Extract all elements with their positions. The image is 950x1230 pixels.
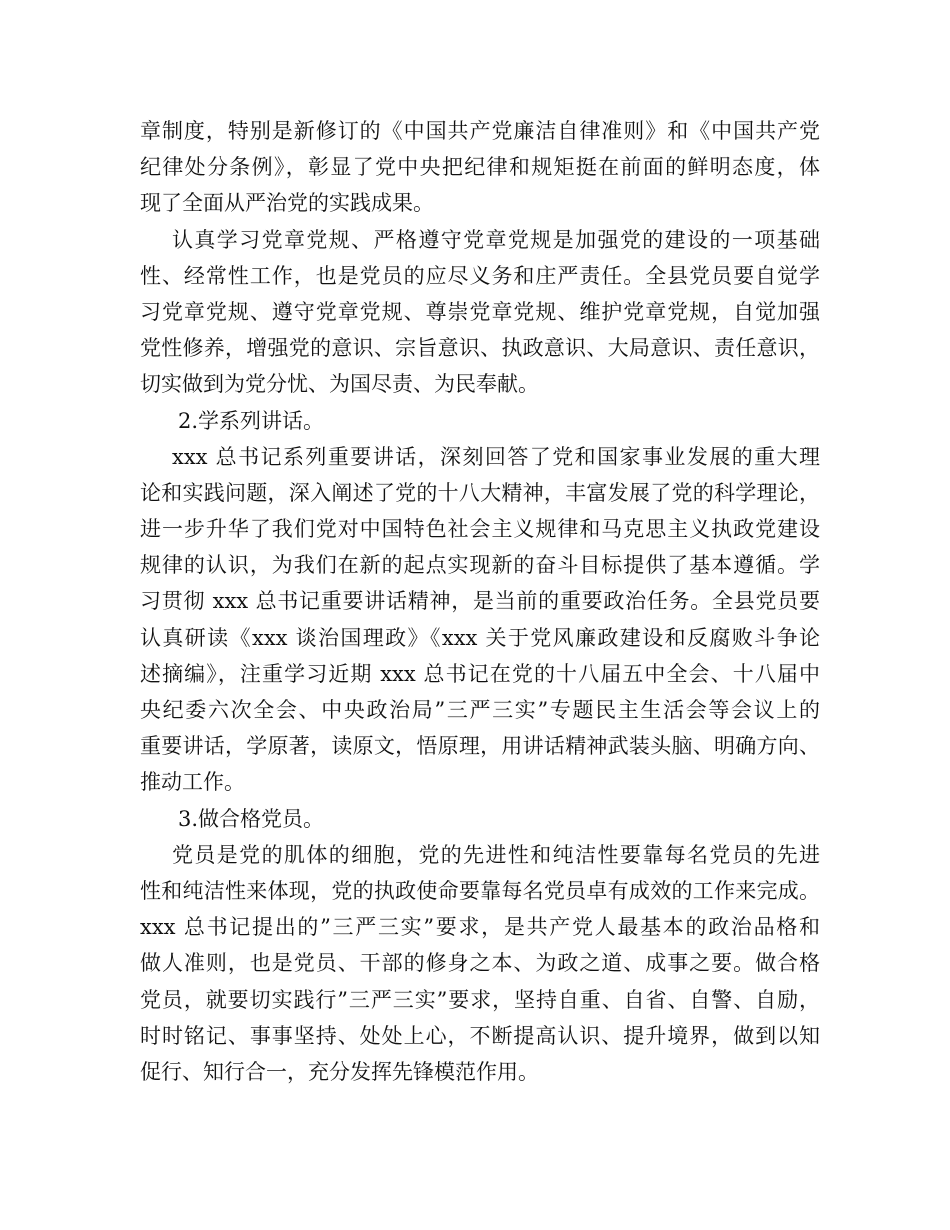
text-line: 时时铭记、事事坚持、处处上心，不断提高认识、提升境界，做到以知 xyxy=(140,1023,820,1048)
text-line: 切实做到为党分忧、为国尽责、为民奉献。 xyxy=(140,372,539,397)
text-line: xxx 总书记提出的”三严三实”要求，是共产党人最基本的政治品格和 xyxy=(140,915,820,940)
text-line: 进一步升华了我们党对中国特色社会主义规律和马克思主义执政党建设 xyxy=(140,517,820,542)
text-line: 规律的认识，为我们在新的起点实现新的奋斗目标提供了基本遵循。学 xyxy=(140,553,820,578)
paragraph-2 xyxy=(140,222,820,403)
section-heading-3: 3.做合格党员。 xyxy=(178,806,325,831)
text-line: 述摘编》，注重学习近期 xxx 总书记在党的十八届五中全会、十八届中 xyxy=(140,661,820,686)
text-line: 党性修养，增强党的意识、宗旨意识、执政意识、大局意识、责任意识， xyxy=(140,336,820,361)
text-line: 央纪委六次全会、中央政治局”三严三实”专题民主生活会等会议上的 xyxy=(140,698,820,722)
paragraph-1 xyxy=(140,113,820,222)
text-line: 习贯彻 xxx 总书记重要讲话精神，是当前的重要政治任务。全县党员要 xyxy=(140,589,820,614)
text-line: 促行、知行合一，充分发挥先锋模范作用。 xyxy=(140,1059,539,1084)
text-line: 性和纯洁性来体现，党的执政使命要靠每名党员卓有成效的工作来完成。 xyxy=(140,878,820,903)
text-line: 推动工作。 xyxy=(140,770,245,795)
text-line: 做人准则，也是党员、干部的修身之本、为政之道、成事之要。做合格 xyxy=(140,951,820,976)
text-line: 党员是党的肌体的细胞，党的先进性和纯洁性要靠每名党员的先进 xyxy=(172,842,820,867)
text-line: 纪律处分条例》，彰显了党中央把纪律和规矩挺在前面的鲜明态度，体 xyxy=(140,155,820,180)
text-line: 现了全面从严治党的实践成果。 xyxy=(140,191,434,216)
text-line: 重要讲话，学原著，读原文，悟原理，用讲话精神武装头脑、明确方向、 xyxy=(140,734,820,759)
text-line: 习党章党规、遵守党章党规、尊崇党章党规、维护党章党规，自觉加强 xyxy=(140,299,820,324)
text-line: 性、经常性工作，也是党员的应尽义务和庄严责任。全县党员要自觉学 xyxy=(140,263,820,288)
text-line: 党员，就要切实践行”三严三实”要求，坚持自重、自省、自警、自励， xyxy=(140,987,820,1012)
text-line: 认真研读《xxx 谈治国理政》《xxx 关于党风廉政建设和反腐败斗争论 xyxy=(140,625,820,650)
section-heading-2: 2.学系列讲话。 xyxy=(178,408,325,433)
text-line: 认真学习党章党规、严格遵守党章党规是加强党的建设的一项基础 xyxy=(172,227,820,252)
document-body xyxy=(140,113,820,1090)
text-line: 论和实践问题，深入阐述了党的十八大精神，丰富发展了党的科学理论， xyxy=(140,480,820,505)
paragraph-3 xyxy=(140,439,820,801)
text-line: 章制度，特别是新修订的《中国共产党廉洁自律准则》和《中国共产党 xyxy=(140,119,820,143)
paragraph-4 xyxy=(140,837,820,1090)
text-line: xxx 总书记系列重要讲话，深刻回答了党和国家事业发展的重大理 xyxy=(172,444,820,469)
